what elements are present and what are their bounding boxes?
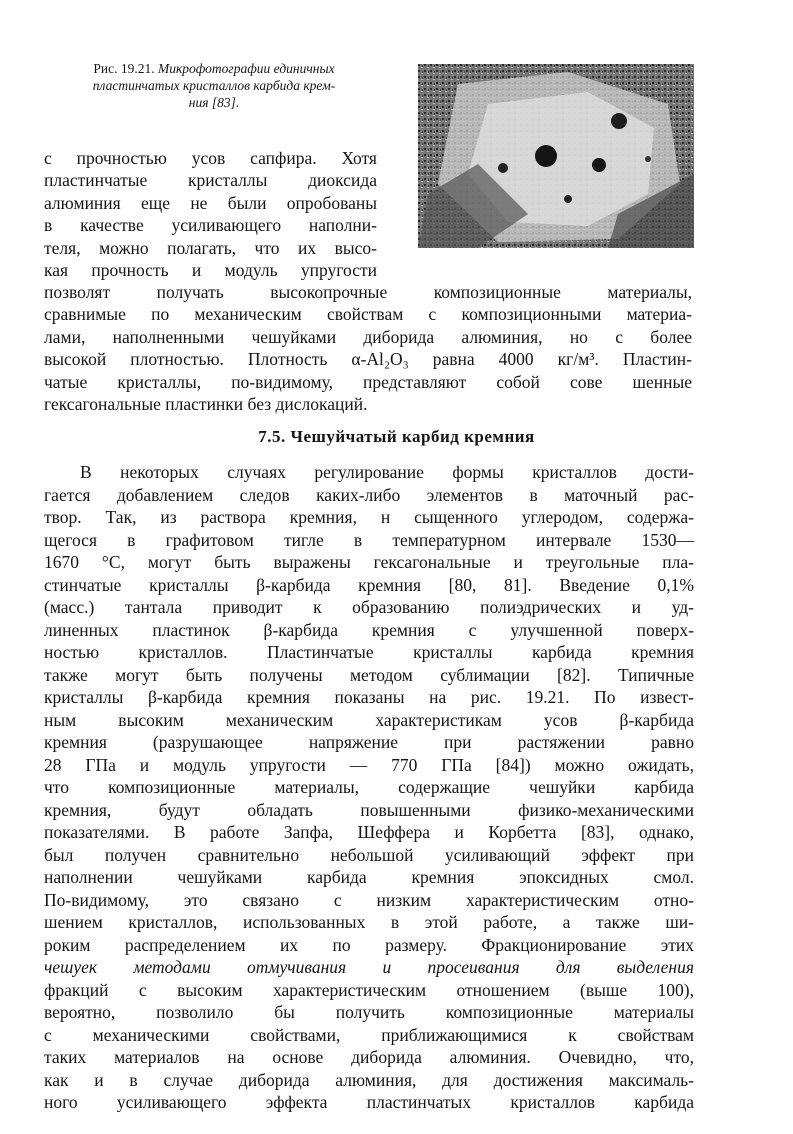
text-line: алюминия еще не были опробованы bbox=[44, 192, 377, 213]
section-heading: 7.5. Чешуйчатый карбид кремния bbox=[258, 427, 535, 446]
text-line: высокой плотностью. Плотность α-Al₂O₃ равна 4000 кг/м³. Пластин- bbox=[44, 349, 692, 370]
figure-title-line: Микрофотографии единичных bbox=[157, 61, 335, 76]
text-line: шением кристаллов, использованных в этой работе, а также ши- bbox=[44, 912, 694, 932]
text-line: позволят получать высокопрочные композиционные материалы, bbox=[44, 282, 692, 302]
text-line: кая прочность и модуль упругости bbox=[44, 260, 377, 281]
text-line: ностью кристаллов. Пластинчатые кристаллы карбида кремния bbox=[44, 642, 694, 662]
figure-title-line: пластинчатых кристаллов карбида крем- bbox=[92, 78, 336, 93]
figure-label: Рис. 19.21. bbox=[93, 61, 155, 76]
text-line: роким распределением их по размеру. Фракционирование этих bbox=[44, 934, 694, 955]
text-line: сравнимые по механическим свойствам с композиционными материа- bbox=[44, 304, 692, 325]
text-line: кристаллы β-карбида кремния показаны на рис. 19.21. По извест- bbox=[44, 687, 694, 707]
text-line: также могут быть получены методом сублимации [82]. Типичные bbox=[44, 664, 694, 685]
text-line: В некоторых случаях регулирование формы кристаллов дости- bbox=[80, 462, 694, 482]
text-line: кремния, будут обладать повышенными физико-механическими bbox=[44, 799, 694, 820]
text-line: был получен сравнительно небольшой усиливающий эффект при bbox=[44, 844, 694, 865]
figure-title-line: ния [83]. bbox=[188, 95, 240, 110]
text-line: фракций с высоким характеристическим отношением (выше 100), bbox=[44, 979, 694, 1000]
body-text bbox=[44, 461, 694, 1114]
text-line: ного усиливающего эффекта пластинчатых кристаллов карбида bbox=[44, 1092, 694, 1112]
text-line: стинчатые кристаллы β-карбида кремния [80, 81]. Введение 0,1% bbox=[44, 574, 694, 595]
text-line: с механическими свойствами, приближающимися к свойствам bbox=[44, 1024, 694, 1045]
text-line: (масс.) тантала приводит к образованию полиэдрических и уд- bbox=[44, 597, 694, 617]
text-line: в качестве усиливающего наполни- bbox=[44, 215, 377, 236]
micrograph-image bbox=[418, 64, 694, 248]
figure-caption bbox=[44, 60, 384, 111]
text-line: таких материалов на основе диборида алюминия. Очевидно, что, bbox=[44, 1047, 694, 1067]
text-line: теля, можно полагать, что их высо- bbox=[44, 237, 377, 258]
text-line: вероятно, позволило бы получить композиционные материалы bbox=[44, 1002, 694, 1022]
text-line: с прочностью усов сапфира. Хотя bbox=[44, 148, 377, 168]
text-line: кремния (разрушающее напряжение при растяжении равно bbox=[44, 732, 694, 752]
text-line: как и в случае диборида алюминия, для достижения максималь- bbox=[44, 1069, 694, 1090]
narrow-paragraph bbox=[44, 147, 377, 281]
text-line: чешуек методами отмучивания и просеивания для выделения bbox=[44, 957, 694, 977]
text-line: гексагональные пластинки без дислокаций. bbox=[44, 394, 368, 415]
text-line: показателями. В работе Запфа, Шеффера и Корбетта [83], однако, bbox=[44, 822, 694, 842]
text-line: пластинчатые кристаллы диоксида bbox=[44, 170, 377, 191]
micrograph-illustration bbox=[418, 64, 694, 248]
text-line: линенных пластинок β-карбида кремния с улучшенной поверх- bbox=[44, 619, 694, 640]
text-line: 28 ГПа и модуль упругости — 770 ГПа [84]) можно ожидать, bbox=[44, 754, 694, 775]
text-line: щегося в графитовом тигле в температурном интервале 1530— bbox=[44, 529, 694, 550]
text-line: ным высоким механическим характеристикам усов β-карбида bbox=[44, 709, 694, 730]
text-line: наполнении чешуйками карбида кремния эпоксидных смол. bbox=[44, 867, 694, 887]
wide-paragraph bbox=[44, 281, 692, 415]
text-line: гается добавлением следов каких-либо элементов в маточный рас- bbox=[44, 484, 694, 505]
text-line: чатые кристаллы, по-видимому, представляют собой сове шенные bbox=[44, 371, 692, 392]
text-line: что композиционные материалы, содержащие чешуйки карбида bbox=[44, 777, 694, 797]
text-line: 1670 °С, могут быть выражены гексагональные и треугольные пла- bbox=[44, 552, 694, 572]
text-line: По-видимому, это связано с низким характеристическим отно- bbox=[44, 889, 694, 910]
text-line: лами, наполненными чешуйками диборида алюминия, но с более bbox=[44, 326, 692, 347]
text-line: твор. Так, из раствора кремния, н сыщенного углеродом, содержа- bbox=[44, 507, 694, 527]
